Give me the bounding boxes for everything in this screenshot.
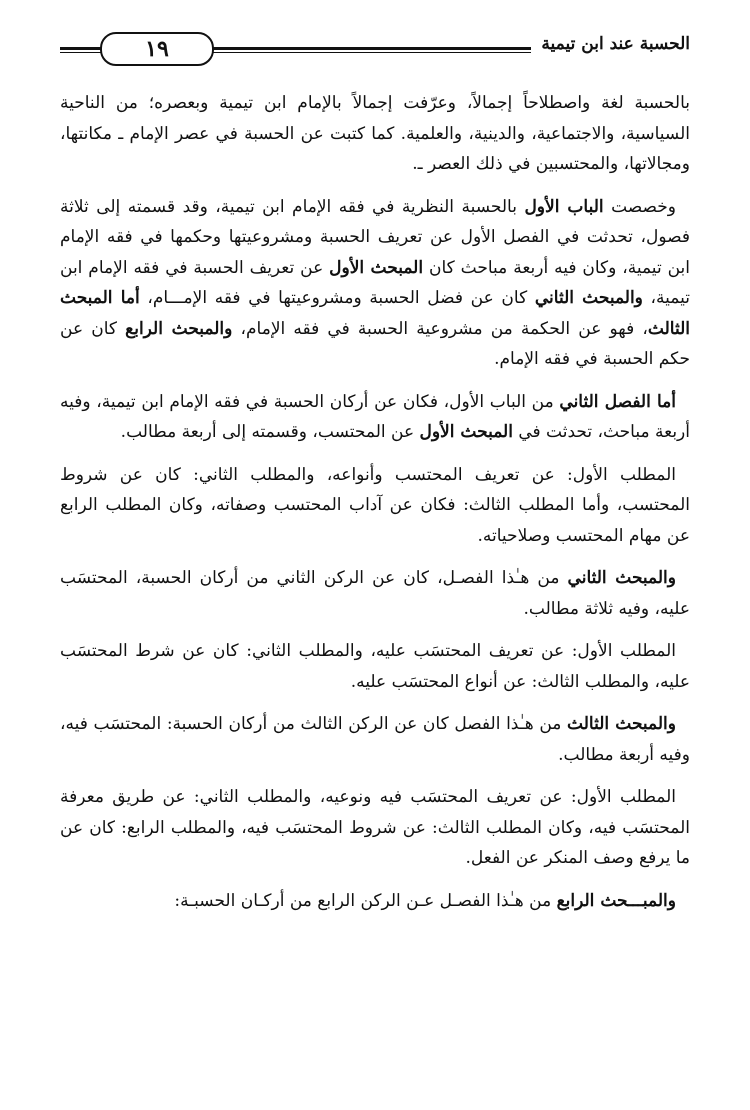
- bold-term: والمبحث الثاني: [534, 288, 643, 308]
- paragraph-7: [60, 709, 690, 770]
- paragraph-6: [60, 636, 690, 697]
- bold-term: المبحث الأول: [329, 257, 424, 278]
- paragraph-5: [60, 563, 690, 624]
- text-segment: من الباب الأول، فكان عن أركان الحسبة في فقه الإمام ابن تيمية، وفيه أربعة مباحث، تحدثت في: [60, 391, 690, 442]
- bold-term: أما الفصل الثاني: [559, 391, 677, 412]
- body-text: [60, 88, 690, 928]
- bold-term: أما المبحث الثالث: [60, 288, 690, 339]
- running-title: الحسبة عند ابن تيمية: [531, 34, 690, 54]
- page-header: [60, 28, 690, 68]
- text-segment: من هـٰذا الفصل كان عن الركن الثالث من أركان الحسبة: المحتسَب فيه، وفيه أربعة مطالب.: [60, 714, 690, 765]
- bold-term: المبحث الأول: [419, 422, 513, 442]
- paragraph-2: [60, 192, 690, 375]
- page-number: ١٩: [100, 32, 214, 66]
- paragraph-3: [60, 387, 690, 448]
- text-segment: بالحسبة النظرية في فقه الإمام ابن تيمية، وقد قسمته إلى ثلاثة فصول، تحدثت في الفصل الأول عن تعريف الحسبة ومشروعيتها وحكمها في فقه الإمام ابن تيمية، وكان فيه أربعة مباحث كان: [60, 196, 690, 278]
- bold-term: والمبحث الرابع: [125, 318, 233, 339]
- text-segment: كان عن حكم الحسبة في فقه الإمام.: [60, 318, 690, 369]
- text-segment: عن تعريف الحسبة في فقه الإمام ابن تيمية،: [60, 257, 690, 308]
- bold-term: والمبـــحث الرابع: [556, 890, 676, 911]
- text-segment: وخصصت: [603, 196, 676, 217]
- paragraph-9: [60, 886, 690, 917]
- paragraph-1: [60, 88, 690, 180]
- text-segment: بالحسبة لغة واصطلاحاً إجمالاً، وعرّفت إجمالاً بالإمام ابن تيمية وبعصره؛ من الناحية السياسية، والاجتماعية، والدينية، والعلمية. كما كتبت عن الحسبة في عصر الإمام ـ مكانتها، ومجالاتها، والمحتسبين في ذلك العصر ـ.: [60, 93, 690, 174]
- bold-term: والمبحث الثاني: [567, 568, 676, 588]
- text-segment: المطلب الأول: عن تعريف المحتسَب فيه ونوعيه، والمطلب الثاني: عن طريق معرفة المحتسَب فيه، وكان المطلب الثالث: عن شروط المحتسَب فيه، والمطلب الرابع: كان عن ما يرفع وصف المنكر عن الفعل.: [60, 787, 690, 868]
- bold-term: الباب الأول: [524, 196, 604, 217]
- bold-term: والمبحث الثالث: [567, 714, 676, 734]
- text-segment: ، فهو عن الحكمة من مشروعية الحسبة في فقه الإمام،: [232, 318, 648, 339]
- paragraph-8: [60, 782, 690, 874]
- text-segment: المطلب الأول: عن تعريف المحتسب وأنواعه، والمطلب الثاني: كان عن شروط المحتسب، وأما المطلب الثالث: فكان عن آداب المحتسب وصفاته، وكان المطلب الرابع عن مهام المحتسب وصلاحياته.: [60, 464, 690, 546]
- paragraph-4: [60, 460, 690, 552]
- text-segment: كان عن فضل الحسبة ومشروعيتها في فقه الإمـــام،: [139, 288, 535, 308]
- text-segment: من هـٰذا الفصـل، كان عن الركن الثاني من أركان الحسبة، المحتسَب عليه، وفيه ثلاثة مطالب.: [60, 568, 690, 619]
- text-segment: عن المحتسب، وقسمته إلى أربعة مطالب.: [120, 422, 420, 442]
- text-segment: من هـٰذا الفصـل عـن الركن الرابع من أركـان الحسبـة:: [174, 890, 557, 911]
- text-segment: المطلب الأول: عن تعريف المحتسَب عليه، والمطلب الثاني: كان عن شرط المحتسَب عليه، والمطلب الثالث: عن أنواع المحتسَب عليه.: [60, 641, 690, 692]
